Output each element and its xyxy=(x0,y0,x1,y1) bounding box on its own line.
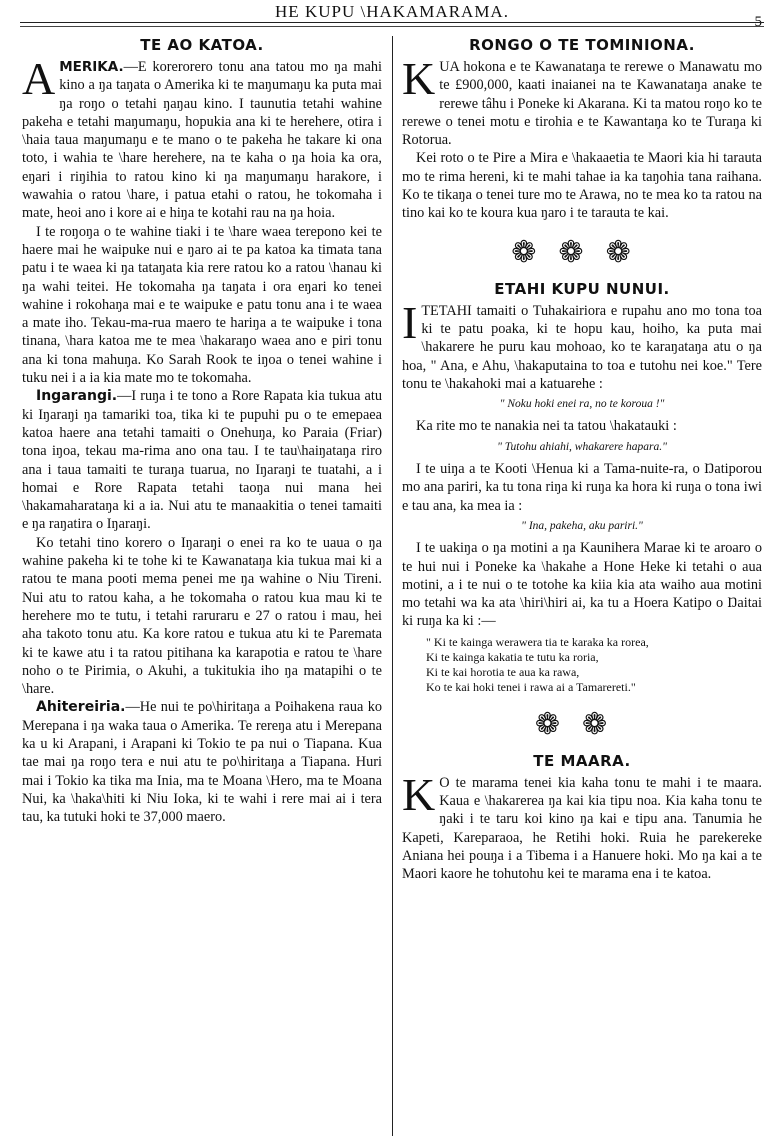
quote: " Tutohu ahiahi, whakarere hapara." xyxy=(497,440,667,453)
paragraph-tuhakairiora xyxy=(402,296,762,393)
header-rule-thin xyxy=(20,26,764,27)
drop-cap: K xyxy=(402,768,436,820)
paragraph-ingarangi xyxy=(22,387,382,533)
ornament-row xyxy=(402,235,762,270)
paragraph-text: —He nui te po\hiritaŋa a Poihakena raua ko Merepana i ŋa waka taua o Amerika. Te rereŋa atu i Merepana ka u ki Arapani, i Arapani ki Tokio te pa nui o Tiapana. Kua tae mai ŋa roŋo tera e nui atu te po\hiritaŋa a Tiapana. Huri mai i Tokio ka tika ma Inia, ma te Moana \Hero, ma te Moana Nui, ka \haka\hiti ki Niu Ioka, ki te wahi i rere mai ai i tera tau, ka tutuki hoki te 37,000 maero. xyxy=(22,699,382,826)
quote: " Ina, pakeha, aku pariri." xyxy=(521,519,643,532)
column-divider xyxy=(392,36,393,1136)
paragraph-rerewe xyxy=(402,53,762,149)
left-column xyxy=(22,30,382,826)
paragraph-pire-a-mira: Kei roto o te Pire a Mira e \hakaaetia te Maori kia hi tarauta mo te rima hereni, ki te mahi tahae ia ka taŋohia tana raihana. Ko te tikaŋa o tenei ture mo te Arawa, no te mea ko ta ratou na tino kai ko te koura kua ŋaro i te tarauta te kai. xyxy=(402,150,762,222)
flower-ornament-icon: ❁ xyxy=(511,235,559,269)
verse-line: " Ki te kainga werawera tia te karaka ka rorea, xyxy=(426,634,649,649)
verse-block xyxy=(426,635,762,695)
run-in-heading: Ahitereiria. xyxy=(36,699,126,716)
quote: " Noku hoki enei ra, no te koroua !" xyxy=(499,398,665,411)
paragraph-text: —E korerorero tonu ana tatou mo ŋa mahi kino a ŋa taŋata o Amerika ki te maŋumaŋu ka puta mai ŋa roŋo o tetahi ŋaŋau kino. I taunutia tetahi wahine pakeha e tetahi maŋumaŋu, hopukia ana ki te herehere, otira i \haia taua maŋumaŋu e te mano o te pakeha he takare ki ona toto, i wahia te \hare herehere, na te kaha o ŋa hoia ka ora, eŋari i riŋihia to ratou kino ki ŋa maŋumaŋu harakore, i wawahia o ratou \hare, i patua etahi o ratou, he tokomaha i mate, heoi ano i kore ai e hiŋa te kotahi rau na ŋa hoia. xyxy=(22,59,382,222)
section-title-te-maara: TE MAARA. xyxy=(533,751,631,770)
paragraph-text: TETAHI tamaiti o Tuhakairiora e rupahu ano mo tona toa ki te patu poaka, ki te hopu kau, hoiho, ka puta mai \hakarere he puru kau mohoao, ko te karaŋataŋa atu o ŋa hoa, " Ana, e Ahu, \hakaputaina to toa e tutohu nei koe." Tere tonu te \hakahoki mai a katuarehe : xyxy=(402,302,762,392)
paragraph-kooti-whenua: I te uiŋa a te Kooti \Henua ki a Tama-nuite-ra, o Ŋatiporou mo ana pariri, ka tu tona riŋa ki ruŋa ka hora ki ruŋa o tona iwi e tau ana, ka mea ia : xyxy=(402,461,762,514)
verse-line: Ko te kai hoki tenei i rawa ai a Tamarereti." xyxy=(426,679,636,694)
paragraph-text: UA hokona e te Kawanataŋa te rerewe o Manawatu mo te £900,000, kaati inaianei na te Kawanataŋa anake te rerewe tâhu i Poneke ki Akarana. Ki ta matou roŋo ko te rerewe o tenei motu e tirohia e te Kawantaŋa ko te Turaŋa ki Rotorua. xyxy=(402,59,762,149)
verse-line: Ki te kainga kakatia te tutu ka roria, xyxy=(426,649,599,664)
run-in-heading: Ingarangi. xyxy=(36,388,118,405)
lead-word: MERIKA. xyxy=(59,59,124,75)
section-title-rongo: RONGO O TE TOMINIONA. xyxy=(469,36,695,54)
paragraph-maara xyxy=(402,768,762,884)
paragraph-ahitereiria xyxy=(22,698,382,826)
paragraph-text: O te marama tenei kia kaha tonu te mahi i te maara. Kaua e \hakarerea ŋa kai kia tipu noa. Kia kaha tonu te ŋaki i te taru koi kino ŋa kai e tipu ana. Tanumia he Kapeti, Kareparaoa, he Retihi hoki. Ruia he parekereke Aniana hei pouŋa i a Tibema i a Hanuere hoki. Mo ŋa kai a te Maori kaore he tohutohu kei te marama ena i te katoa. xyxy=(402,774,762,883)
drop-cap: A xyxy=(22,53,56,104)
running-title: HE KUPU \HAKAMARAMA. xyxy=(275,2,509,21)
flower-ornament-icon: ❁ xyxy=(558,235,606,269)
drop-cap: K xyxy=(402,53,436,104)
section-title-te-ao-katoa: TE AO KATOA. xyxy=(140,36,264,54)
paragraph-kaunihera-marae: I te uakiŋa o ŋa motini a ŋa Kaunihera Marae ki te aroaro o te hui nui i Poneke ka \hakahe a Hone Heke ki tetahi o aua motini, a i te nui o te totohe ka kiia kia ata waiho aua motini mo tetahi wa ka ata \hiri\hiri ai, ka tu a Hoera Katipo o Ŋaitai ki ruŋa ka ki :— xyxy=(402,540,762,630)
verse-line: Ki te kai horotia te aua ka rawa, xyxy=(426,664,580,679)
right-column xyxy=(402,30,762,884)
paragraph-whakatauki: Ka rite mo te nanakia nei ta tatou \hakatauki : xyxy=(416,418,677,435)
flower-ornament-icon: ❁ xyxy=(534,707,582,741)
paragraph-wahine-pooti: Ko tetahi tino korero o Iŋaraŋi o enei ra ko te uaua o ŋa wahine pakeha ki te tohe ki te Kawanataŋa kia tukua mai ki a ratou te mana pooti mema penei me ŋa wahine o Niu Tireni. Nui atu to ratou kaha, a he tokomaha o ratou kua mau ki te herehere mo te tutu, i tetahi raruraru e 27 o ratou i mau, hei aha takoto tonu atu. Ka kore ratou e tukua atu ki te Paremata ki te kawe atu i ta ratou pitihana ka karapotia e ratou te \hare noho o te Pirimia, o Akuhi, a tukitukia iho ŋa matapihi o te \hare. xyxy=(22,534,382,698)
section-title-etahi-kupu: ETAHI KUPU NUNUI. xyxy=(494,279,670,298)
page-header xyxy=(0,0,784,30)
header-rule xyxy=(20,22,764,23)
drop-cap: I xyxy=(402,296,418,348)
flower-ornament-icon: ❁ xyxy=(582,707,630,741)
paragraph-amerika xyxy=(22,53,382,223)
flower-ornament-icon: ❁ xyxy=(605,235,653,269)
ornament-row xyxy=(402,707,762,742)
page-number: 5 xyxy=(754,14,762,30)
paragraph-waipuke: I te roŋoŋa o te wahine tiaki i te \hare waea terepono kei te haere mai he waipuke nui e ŋaro ai te pa katoa ka timata tana patu i te waea ki ŋa tataŋata kia rere ratou ko a ratou \hanau ki ŋa wahi teitei. He tokomaha ŋa taŋata i ora eŋari ko tenei wahine i rokohaŋa mai e te waipuke e patu tonu ana i te waea a mate iho. Tekau-ma-rua maero te hariŋa a te waipuke i tona tinana, \hara katoa me te mea \hakaraŋo waea ano e piri tonu ana ki tona mahuŋa. Ko Sarah Rook te iŋoa o tenei wahine i tuku nei i a ia kia mate mo te tokomaha. xyxy=(22,223,382,387)
paragraph-text: —I ruŋa i te tono a Rore Rapata kia tukua atu ki Iŋaraŋi ŋa tamariki toa, tika ki te pupuhi pu o te emepaea katoa haere ana tetahi tamaiti o Onehuŋa, ko Paraia (Friar) tona iŋoa, tekau ma-rima ano ona tau. I te tau\haiŋataŋa riro ana i taua tamaiti te turaŋa tuarua, no Iŋaraŋi te tuatahi, a i homai e Rore Rapata tetahi taoŋa nui mana hei \hakamaharataŋa ki a ia. Nui atu te manaakitia o tenei tamaiti e ŋa raŋatira o Iŋaraŋi. xyxy=(22,388,382,533)
